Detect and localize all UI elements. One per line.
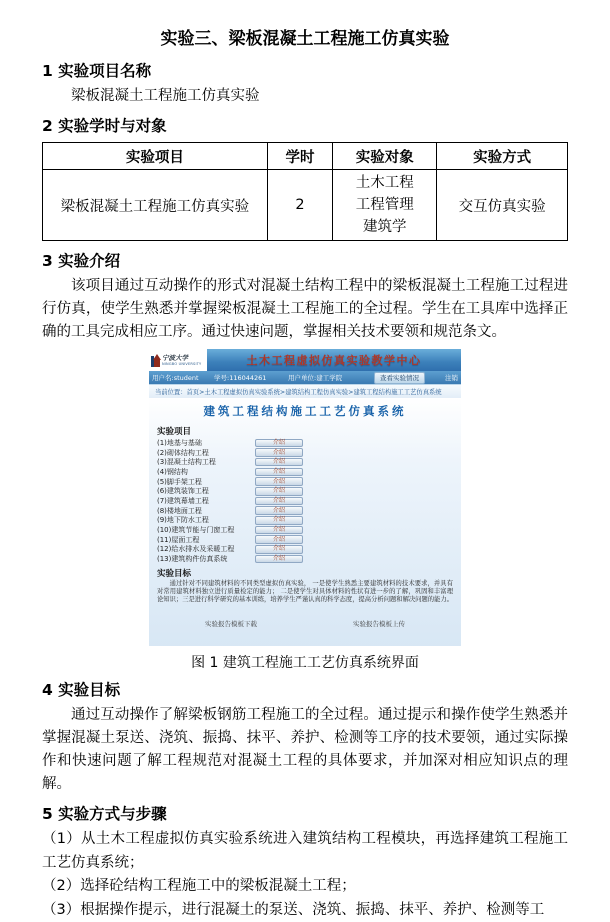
table-header-row — [43, 143, 568, 170]
intro-button[interactable]: 介绍 — [255, 497, 303, 506]
cell-subjects — [333, 170, 437, 241]
cell-method: 交互仿真实验 — [437, 170, 568, 241]
intro-button[interactable]: 介绍 — [255, 526, 303, 535]
header-project: 实验项目 — [43, 143, 268, 170]
intro-button[interactable]: 介绍 — [255, 458, 303, 467]
section-4-body: 通过互动操作了解梁板钢筋工程施工的全过程。通过提示和操作使学生熟悉并掌握混凝土泵送、浇筑、振捣、抹平、养护、检测等工序的技术要领，通过实际操作和快速问题了解工程规范对混凝土工程的具体要求，并加深对相应知识点的理解。 — [42, 704, 568, 796]
figure-screenshot — [149, 349, 461, 646]
project-row — [157, 525, 453, 535]
project-label: (5)脚手架工程 — [157, 477, 255, 487]
intro-button[interactable]: 介绍 — [255, 516, 303, 525]
intro-button[interactable]: 介绍 — [255, 448, 303, 457]
section-1-heading: 1 实验项目名称 — [42, 59, 568, 81]
subject-item: 建筑学 — [337, 216, 432, 238]
project-row — [157, 535, 453, 545]
project-label: (13)建筑构件仿真系统 — [157, 554, 255, 564]
section-3-body: 该项目通过互动操作的形式对混凝土结构工程中的梁板混凝土工程施工过程进行仿真，使学生熟悉并掌握梁板混凝土工程施工的全过程。学生在工具库中选择正确的工具完成相应工序。通过快速问题，掌握相关技术要领和规范条文。 — [42, 275, 568, 344]
table-row — [43, 170, 568, 241]
section-2-heading: 2 实验学时与对象 — [42, 114, 568, 136]
project-label: (4)钢结构 — [157, 467, 255, 477]
project-row — [157, 516, 453, 526]
section-1-body: 梁板混凝土工程施工仿真实验 — [42, 85, 568, 108]
intro-button[interactable]: 介绍 — [255, 477, 303, 486]
experiment-table — [42, 142, 568, 241]
header-subjects: 实验对象 — [333, 143, 437, 170]
intro-button[interactable]: 介绍 — [255, 535, 303, 544]
project-row — [157, 486, 453, 496]
intro-button[interactable]: 介绍 — [255, 506, 303, 515]
project-label: (6)建筑装饰工程 — [157, 486, 255, 496]
student-id-label: 学号:116044261 — [214, 373, 288, 382]
section-3-heading: 3 实验介绍 — [42, 249, 568, 271]
projects-list — [157, 438, 453, 564]
step-2: （2）选择砼结构工程施工中的梁板混凝土工程； — [42, 875, 568, 899]
project-label: (10)建筑节能与门窗工程 — [157, 525, 255, 535]
project-label: (9)地下防水工程 — [157, 515, 255, 525]
university-name-cn: 宁波大学 — [162, 355, 201, 362]
cell-hours: 2 — [267, 170, 333, 241]
project-row — [157, 438, 453, 448]
report-template-upload-link[interactable]: 实验报告模板上传 — [353, 619, 405, 628]
project-row — [157, 448, 453, 458]
breadcrumb: 当前位置：首页>土木工程虚拟仿真实验系统>建筑结构工程仿真实验>建筑工程结构施工工艺仿真系统 — [149, 385, 461, 398]
system-title: 建筑工程结构施工工艺仿真系统 — [157, 403, 453, 419]
user-unit-label: 用户单位:建工学院 — [288, 373, 374, 382]
report-links — [157, 619, 453, 628]
goal-heading: 实验目标 — [157, 567, 453, 579]
project-label: (1)地基与基础 — [157, 438, 255, 448]
project-row — [157, 554, 453, 564]
cell-project: 梁板混凝土工程施工仿真实验 — [43, 170, 268, 241]
intro-button[interactable]: 介绍 — [255, 555, 303, 564]
intro-button[interactable]: 介绍 — [255, 487, 303, 496]
project-label: (7)建筑幕墙工程 — [157, 496, 255, 506]
project-label: (3)混凝土结构工程 — [157, 457, 255, 467]
subject-item: 工程管理 — [337, 194, 432, 216]
university-logo — [149, 349, 207, 371]
project-row — [157, 545, 453, 555]
intro-button[interactable]: 介绍 — [255, 545, 303, 554]
subject-item: 土木工程 — [337, 172, 432, 194]
report-template-download-link[interactable]: 实验报告模板下载 — [205, 619, 257, 628]
figure-caption: 图 1 建筑工程施工工艺仿真系统界面 — [42, 652, 568, 672]
screenshot-header — [149, 349, 461, 371]
header-method: 实验方式 — [437, 143, 568, 170]
section-4-heading: 4 实验目标 — [42, 678, 568, 700]
start-experiment-button[interactable] — [157, 643, 453, 646]
project-row — [157, 467, 453, 477]
project-row — [157, 477, 453, 487]
step-1: （1）从土木工程虚拟仿真实验系统进入建筑结构工程模块，再选择建筑工程施工工艺仿真系统； — [42, 828, 568, 875]
username-label: 用户名:student — [152, 373, 214, 382]
project-label: (2)砌体结构工程 — [157, 448, 255, 458]
project-label: (12)给水排水及采暖工程 — [157, 544, 255, 554]
project-label: (8)楼地面工程 — [157, 506, 255, 516]
project-row — [157, 457, 453, 467]
center-title: 土木工程虚拟仿真实验教学中心 — [207, 349, 461, 371]
header-hours: 学时 — [267, 143, 333, 170]
project-row — [157, 496, 453, 506]
step-3: （3）根据操作提示，进行混凝土的泵送、浇筑、振捣、抹平、养护、检测等工 — [42, 899, 568, 922]
project-row — [157, 506, 453, 516]
project-label: (11)屋面工程 — [157, 535, 255, 545]
intro-button[interactable]: 介绍 — [255, 439, 303, 448]
goal-text: 通过针对不同建筑材料的不同类型虚拟仿真实验， 一是使学生熟悉主要建筑材料的技术要求，并具有对常用建筑材料独立进行质量检定的能力； 二是使学生对具体材料的性状有进一步的了解，巩固和丰富理论知识；三是进行科学研究的基本训练，培养学生严谨认真的科学态度，提高分析问题和解决问题的能力。 — [157, 580, 453, 605]
logout-link[interactable]: 注销 — [445, 373, 458, 382]
section-5-heading: 5 实验方式与步骤 — [42, 802, 568, 824]
intro-button[interactable]: 介绍 — [255, 468, 303, 477]
university-logo-icon — [151, 354, 160, 367]
university-name-en: NINGBO UNIVERSITY — [162, 362, 201, 366]
screenshot-content — [149, 398, 461, 646]
view-experiment-status-button[interactable]: 查看实验情况 — [374, 372, 425, 384]
projects-heading: 实验项目 — [157, 425, 453, 437]
user-bar — [149, 371, 461, 385]
document-title: 实验三、梁板混凝土工程施工仿真实验 — [42, 24, 568, 49]
